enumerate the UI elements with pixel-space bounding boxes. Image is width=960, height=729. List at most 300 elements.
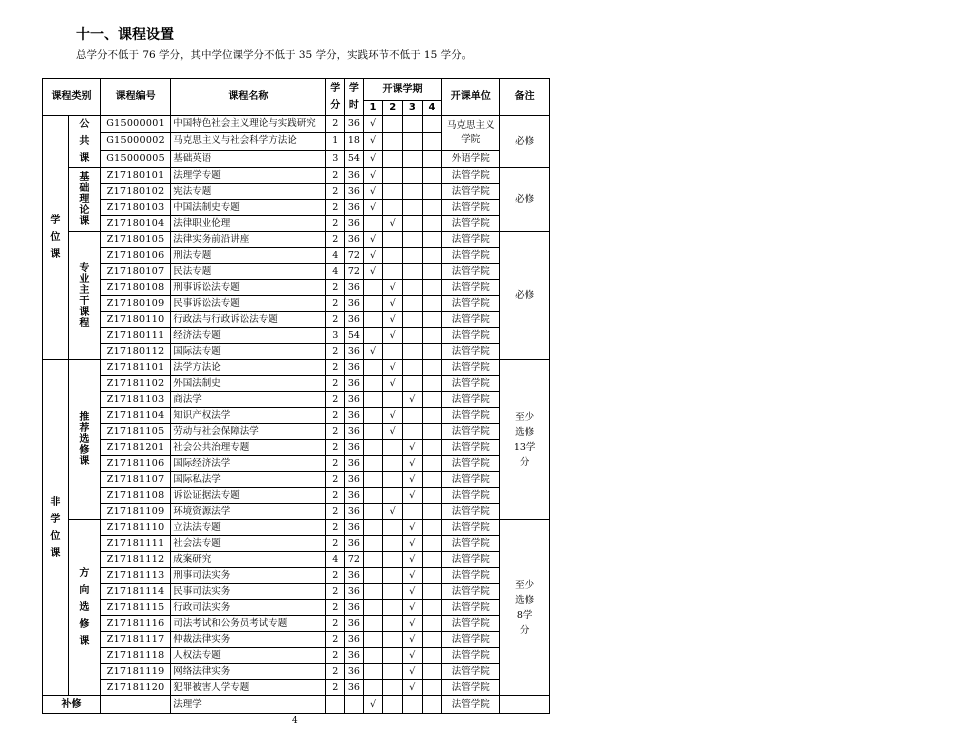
course-row (43, 312, 550, 328)
course-code: Z17180108 (100, 280, 170, 296)
course-name: 行政司法实务 (171, 600, 326, 616)
header-row (43, 79, 550, 101)
course-name: 网络法律实务 (171, 664, 326, 680)
course-credits: 2 (326, 632, 345, 648)
course-hours: 36 (345, 200, 364, 216)
semester-3-check (403, 504, 423, 520)
header-note: 备注 (500, 79, 550, 116)
course-unit: 法管学院 (442, 632, 500, 648)
semester-2-check: √ (383, 280, 403, 296)
semester-3-check (403, 344, 423, 360)
course-code: Z17180112 (100, 344, 170, 360)
semester-3-check (403, 280, 423, 296)
course-name: 行政法与行政诉讼法专题 (171, 312, 326, 328)
semester-3-check (403, 408, 423, 424)
semester-4-check (422, 392, 442, 408)
semester-2-check (383, 232, 403, 248)
course-unit: 法管学院 (442, 312, 500, 328)
course-unit: 法管学院 (442, 280, 500, 296)
semester-2-check (383, 150, 403, 167)
course-unit: 法管学院 (442, 360, 500, 376)
course-hours: 36 (345, 520, 364, 536)
semester-4-check (422, 216, 442, 232)
course-unit: 法管学院 (442, 648, 500, 664)
semester-2-check: √ (383, 424, 403, 440)
course-row (43, 264, 550, 280)
course-name: 宪法专题 (171, 184, 326, 200)
course-name: 民事司法实务 (171, 584, 326, 600)
semester-4-check (422, 536, 442, 552)
header-credits: 学分 (326, 79, 345, 116)
course-credits: 1 (326, 133, 345, 150)
course-row (43, 520, 550, 536)
course-unit: 法管学院 (442, 456, 500, 472)
course-name: 劳动与社会保障法学 (171, 424, 326, 440)
semester-4-check (422, 376, 442, 392)
course-unit: 马克思主义学院 (442, 116, 500, 151)
group-recommended-electives: 推荐选修课 (68, 360, 100, 520)
header-semester-3: 3 (403, 101, 423, 116)
semester-2-check (383, 392, 403, 408)
header-semester: 开课学期 (363, 79, 442, 101)
course-table (42, 78, 550, 714)
course-code: Z17181112 (100, 552, 170, 568)
course-row (43, 280, 550, 296)
semester-3-check: √ (403, 488, 423, 504)
semester-2-check (383, 116, 403, 133)
semester-1-check (363, 600, 383, 616)
course-hours: 36 (345, 536, 364, 552)
course-row (43, 296, 550, 312)
course-unit: 法管学院 (442, 616, 500, 632)
semester-2-check (383, 200, 403, 216)
course-credits: 2 (326, 408, 345, 424)
semester-3-check: √ (403, 664, 423, 680)
course-hours: 36 (345, 616, 364, 632)
semester-4-check (422, 504, 442, 520)
semester-2-check (383, 456, 403, 472)
course-row (43, 184, 550, 200)
course-name: 刑事诉讼法专题 (171, 280, 326, 296)
semester-3-check (403, 312, 423, 328)
course-unit: 法管学院 (442, 600, 500, 616)
course-credits: 2 (326, 312, 345, 328)
course-code: Z17181108 (100, 488, 170, 504)
semester-1-check (363, 552, 383, 568)
course-name: 经济法专题 (171, 328, 326, 344)
course-credits: 2 (326, 376, 345, 392)
course-row (43, 648, 550, 664)
semester-3-check (403, 360, 423, 376)
course-credits: 2 (326, 536, 345, 552)
course-name: 民事诉讼法专题 (171, 296, 326, 312)
course-unit: 法管学院 (442, 440, 500, 456)
semester-2-check (383, 344, 403, 360)
semester-1-check (363, 376, 383, 392)
course-hours: 36 (345, 168, 364, 184)
semester-4-check (422, 616, 442, 632)
course-hours: 54 (345, 150, 364, 167)
course-hours: 36 (345, 424, 364, 440)
semester-2-check (383, 184, 403, 200)
course-code: Z17180106 (100, 248, 170, 264)
header-hours: 学时 (345, 79, 364, 116)
course-code: Z17180101 (100, 168, 170, 184)
course-hours: 36 (345, 376, 364, 392)
course-credits: 2 (326, 456, 345, 472)
semester-1-check (363, 632, 383, 648)
course-row (43, 360, 550, 376)
course-credits: 3 (326, 328, 345, 344)
course-code: Z17181114 (100, 584, 170, 600)
semester-3-check: √ (403, 600, 423, 616)
course-unit: 法管学院 (442, 536, 500, 552)
credit-requirements: 总学分不低于 76 学分，其中学位课学分不低于 35 学分，实践环节不低于 15 学分。 (76, 49, 473, 61)
course-hours: 36 (345, 116, 364, 133)
semester-2-check (383, 536, 403, 552)
course-unit: 法管学院 (442, 504, 500, 520)
semester-2-check (383, 632, 403, 648)
semester-4-check (422, 280, 442, 296)
course-code: Z17180104 (100, 216, 170, 232)
course-row (43, 536, 550, 552)
course-unit: 法管学院 (442, 664, 500, 680)
semester-1-check (363, 392, 383, 408)
course-code: Z17180111 (100, 328, 170, 344)
semester-4-check (422, 248, 442, 264)
course-name: 环境资源法学 (171, 504, 326, 520)
group-basic-theory: 基础理论课 (68, 168, 100, 232)
course-name: 法理学专题 (171, 168, 326, 184)
course-code: Z17181104 (100, 408, 170, 424)
semester-3-check: √ (403, 568, 423, 584)
semester-1-check: √ (363, 344, 383, 360)
semester-3-check (403, 328, 423, 344)
course-name: 立法法专题 (171, 520, 326, 536)
semester-3-check (403, 150, 423, 167)
semester-3-check: √ (403, 648, 423, 664)
course-row (43, 680, 550, 696)
course-code: Z17180109 (100, 296, 170, 312)
course-credits: 2 (326, 504, 345, 520)
course-row (43, 328, 550, 344)
course-note: 必修 (500, 116, 550, 168)
semester-2-check (383, 488, 403, 504)
semester-2-check (383, 648, 403, 664)
semester-4-check (422, 328, 442, 344)
course-code: G15000002 (100, 133, 170, 150)
course-credits: 2 (326, 216, 345, 232)
semester-2-check (383, 472, 403, 488)
course-code: Z17180102 (100, 184, 170, 200)
course-credits: 2 (326, 116, 345, 133)
course-row (43, 168, 550, 184)
semester-4-check (422, 360, 442, 376)
course-hours: 36 (345, 184, 364, 200)
course-hours: 36 (345, 504, 364, 520)
semester-1-check: √ (363, 184, 383, 200)
course-name: 知识产权法学 (171, 408, 326, 424)
header-semester-1: 1 (363, 101, 383, 116)
course-row (43, 248, 550, 264)
course-code: G15000001 (100, 116, 170, 133)
semester-3-check: √ (403, 536, 423, 552)
semester-3-check: √ (403, 552, 423, 568)
semester-4-check (422, 520, 442, 536)
semester-2-check (383, 680, 403, 696)
course-code: Z17181118 (100, 648, 170, 664)
semester-3-check (403, 696, 423, 714)
semester-2-check (383, 133, 403, 150)
course-name: 国际经济法学 (171, 456, 326, 472)
course-unit: 法管学院 (442, 184, 500, 200)
semester-4-check (422, 680, 442, 696)
course-unit: 法管学院 (442, 232, 500, 248)
course-name: 社会法专题 (171, 536, 326, 552)
course-code (100, 696, 170, 714)
course-name: 犯罪被害人学专题 (171, 680, 326, 696)
course-unit: 法管学院 (442, 392, 500, 408)
semester-2-check (383, 520, 403, 536)
course-code: Z17181106 (100, 456, 170, 472)
semester-2-check (383, 584, 403, 600)
semester-3-check (403, 216, 423, 232)
section-heading: 十一、课程设置 (76, 27, 174, 43)
course-code: Z17181101 (100, 360, 170, 376)
semester-4-check (422, 168, 442, 184)
course-name: 马克思主义与社会科学方法论 (171, 133, 326, 150)
semester-1-check (363, 424, 383, 440)
course-name: 民法专题 (171, 264, 326, 280)
course-hours: 54 (345, 328, 364, 344)
course-name: 基础英语 (171, 150, 326, 167)
course-row (43, 616, 550, 632)
semester-2-check: √ (383, 296, 403, 312)
semester-1-check (363, 584, 383, 600)
semester-4-check (422, 664, 442, 680)
course-credits: 4 (326, 248, 345, 264)
semester-1-check: √ (363, 168, 383, 184)
course-name: 仲裁法律实务 (171, 632, 326, 648)
course-row (43, 200, 550, 216)
course-row (43, 376, 550, 392)
semester-3-check (403, 376, 423, 392)
course-name: 法律实务前沿讲座 (171, 232, 326, 248)
semester-1-check: √ (363, 133, 383, 150)
course-credits: 2 (326, 472, 345, 488)
semester-1-check: √ (363, 232, 383, 248)
semester-1-check (363, 488, 383, 504)
course-credits: 2 (326, 520, 345, 536)
semester-3-check (403, 296, 423, 312)
semester-4-check (422, 568, 442, 584)
semester-3-check: √ (403, 632, 423, 648)
group-remedial: 补修 (43, 696, 101, 714)
semester-3-check (403, 248, 423, 264)
course-code: Z17181116 (100, 616, 170, 632)
semester-1-check (363, 536, 383, 552)
semester-2-check (383, 552, 403, 568)
semester-3-check: √ (403, 680, 423, 696)
course-name: 诉讼证据法专题 (171, 488, 326, 504)
course-code: Z17180107 (100, 264, 170, 280)
course-name: 刑事司法实务 (171, 568, 326, 584)
course-code: Z17180105 (100, 232, 170, 248)
course-credits: 2 (326, 424, 345, 440)
semester-1-check: √ (363, 264, 383, 280)
course-name: 法律职业伦理 (171, 216, 326, 232)
course-row (43, 216, 550, 232)
semester-1-check (363, 216, 383, 232)
semester-1-check (363, 568, 383, 584)
course-hours: 36 (345, 632, 364, 648)
course-row (43, 600, 550, 616)
semester-2-check (383, 568, 403, 584)
course-code: Z17181103 (100, 392, 170, 408)
semester-3-check (403, 264, 423, 280)
semester-4-check (422, 264, 442, 280)
course-name: 国际私法学 (171, 472, 326, 488)
course-credits: 2 (326, 584, 345, 600)
semester-1-check (363, 360, 383, 376)
header-semester-4: 4 (422, 101, 442, 116)
course-row (43, 456, 550, 472)
course-hours: 36 (345, 216, 364, 232)
semester-4-check (422, 408, 442, 424)
course-hours: 36 (345, 664, 364, 680)
course-unit: 法管学院 (442, 696, 500, 714)
semester-4-check (422, 600, 442, 616)
course-note: 至少选修8学分 (500, 520, 550, 696)
course-code: Z17181119 (100, 664, 170, 680)
semester-1-check (363, 280, 383, 296)
course-unit: 法管学院 (442, 584, 500, 600)
semester-1-check: √ (363, 200, 383, 216)
semester-2-check (383, 616, 403, 632)
course-code: Z17181201 (100, 440, 170, 456)
semester-3-check (403, 424, 423, 440)
semester-3-check (403, 232, 423, 248)
course-row (43, 424, 550, 440)
course-hours: 72 (345, 552, 364, 568)
semester-1-check: √ (363, 696, 383, 714)
course-hours: 36 (345, 680, 364, 696)
semester-3-check: √ (403, 520, 423, 536)
course-unit: 法管学院 (442, 264, 500, 280)
semester-3-check: √ (403, 456, 423, 472)
course-row (43, 392, 550, 408)
course-unit: 法管学院 (442, 248, 500, 264)
course-hours: 72 (345, 248, 364, 264)
semester-4-check (422, 116, 442, 133)
course-credits: 2 (326, 360, 345, 376)
course-credits (326, 696, 345, 714)
semester-4-check (422, 552, 442, 568)
course-hours: 36 (345, 312, 364, 328)
course-row (43, 440, 550, 456)
course-credits: 2 (326, 568, 345, 584)
course-unit: 法管学院 (442, 520, 500, 536)
semester-4-check (422, 424, 442, 440)
semester-2-check (383, 664, 403, 680)
course-hours: 36 (345, 648, 364, 664)
semester-4-check (422, 150, 442, 167)
course-row (43, 632, 550, 648)
course-unit: 法管学院 (442, 408, 500, 424)
semester-1-check (363, 616, 383, 632)
course-credits: 2 (326, 680, 345, 696)
header-code: 课程编号 (100, 79, 170, 116)
course-credits: 4 (326, 552, 345, 568)
semester-1-check (363, 648, 383, 664)
semester-4-check (422, 472, 442, 488)
semester-3-check: √ (403, 392, 423, 408)
course-note: 至少选修13学分 (500, 360, 550, 520)
course-code: Z17181117 (100, 632, 170, 648)
semester-1-check: √ (363, 248, 383, 264)
course-credits: 4 (326, 264, 345, 280)
course-row (43, 552, 550, 568)
group-degree-courses: 学位课 (43, 116, 69, 360)
course-code: Z17181113 (100, 568, 170, 584)
semester-2-check (383, 248, 403, 264)
semester-3-check: √ (403, 584, 423, 600)
course-row (43, 408, 550, 424)
course-note: 必修 (500, 232, 550, 360)
course-credits: 2 (326, 296, 345, 312)
course-code: Z17181109 (100, 504, 170, 520)
course-row (43, 472, 550, 488)
semester-2-check (383, 696, 403, 714)
course-code: Z17181115 (100, 600, 170, 616)
course-note: 必修 (500, 168, 550, 232)
semester-4-check (422, 584, 442, 600)
semester-3-check (403, 116, 423, 133)
semester-1-check (363, 328, 383, 344)
course-name: 外国法制史 (171, 376, 326, 392)
semester-3-check (403, 168, 423, 184)
course-unit: 法管学院 (442, 376, 500, 392)
semester-4-check (422, 440, 442, 456)
semester-1-check: √ (363, 150, 383, 167)
semester-1-check (363, 664, 383, 680)
course-credits: 2 (326, 664, 345, 680)
course-credits: 2 (326, 488, 345, 504)
semester-3-check (403, 133, 423, 150)
course-hours: 18 (345, 133, 364, 150)
semester-1-check (363, 680, 383, 696)
course-code: Z17181105 (100, 424, 170, 440)
course-hours: 36 (345, 232, 364, 248)
course-unit: 外语学院 (442, 150, 500, 167)
course-note (500, 696, 550, 714)
semester-2-check: √ (383, 328, 403, 344)
course-credits: 2 (326, 232, 345, 248)
group-public-courses: 公共课 (68, 116, 100, 168)
course-name: 社会公共治理专题 (171, 440, 326, 456)
semester-4-check (422, 456, 442, 472)
semester-1-check (363, 408, 383, 424)
semester-2-check: √ (383, 360, 403, 376)
course-code: Z17181110 (100, 520, 170, 536)
course-name: 国际法专题 (171, 344, 326, 360)
semester-1-check (363, 312, 383, 328)
course-hours: 36 (345, 408, 364, 424)
group-direction-electives: 方向选修课 (68, 520, 100, 696)
semester-4-check (422, 184, 442, 200)
course-code: Z17180103 (100, 200, 170, 216)
course-row (43, 232, 550, 248)
